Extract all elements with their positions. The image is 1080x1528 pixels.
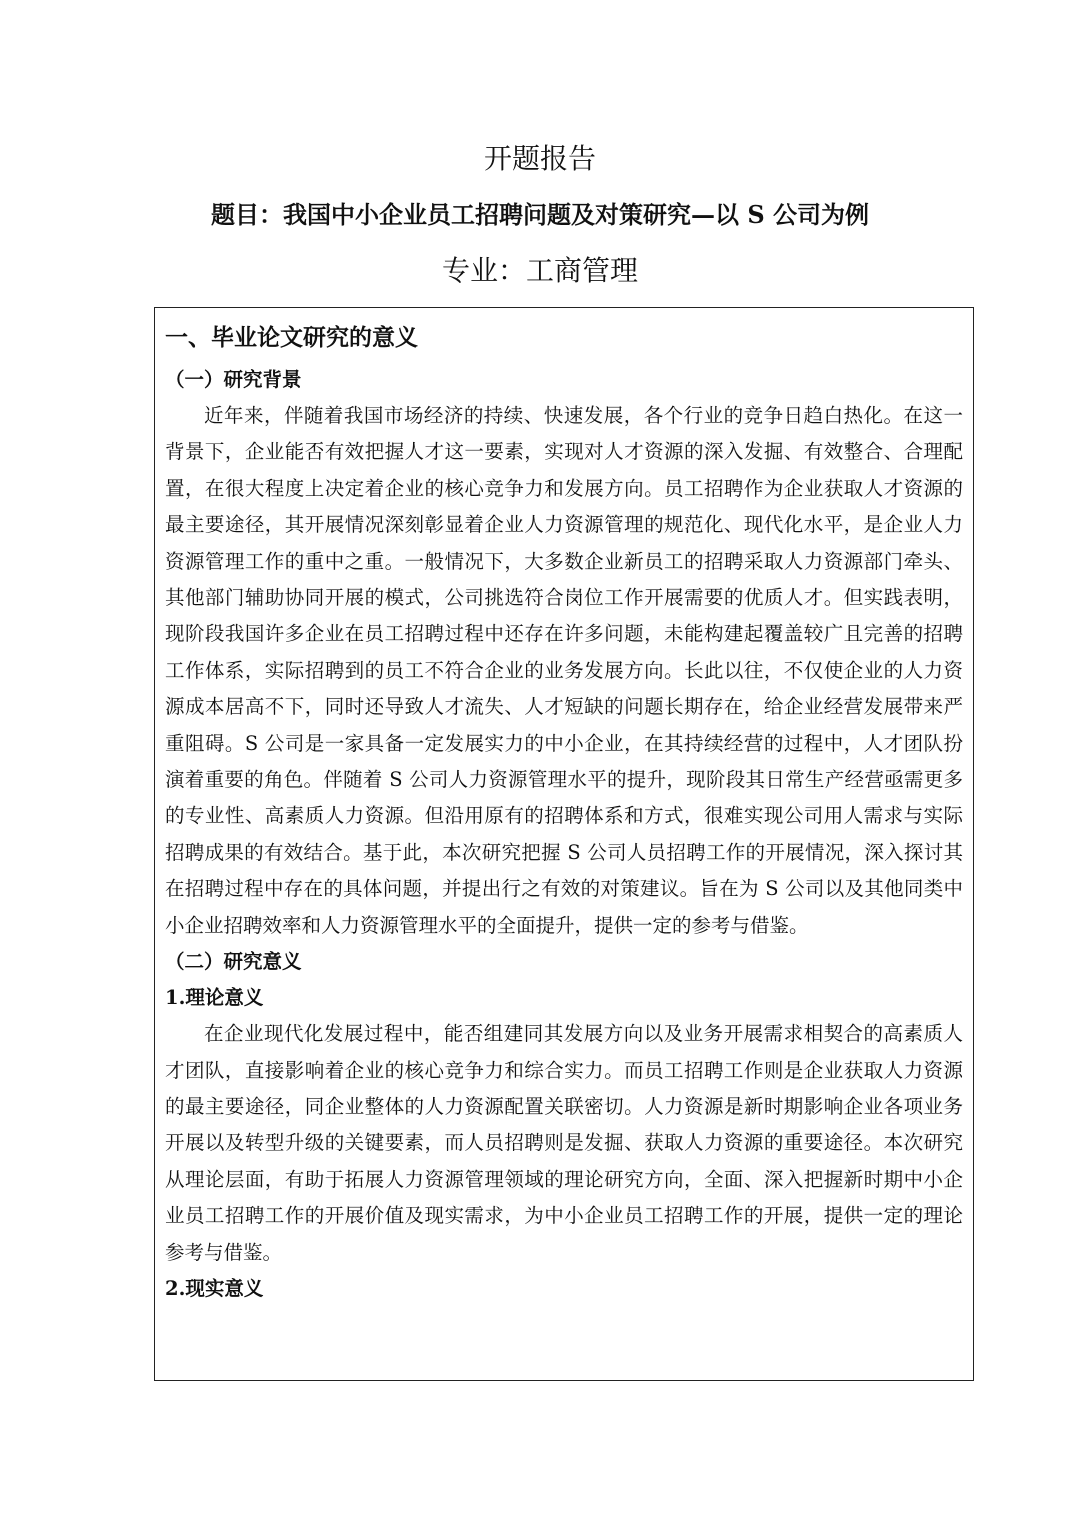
section-heading-significance: 一、毕业论文研究的意义	[165, 324, 418, 351]
heading-practical-significance: 2.现实意义	[165, 1276, 264, 1300]
document-title: 开题报告	[483, 142, 596, 175]
subsection-heading-meaning: （二）研究意义	[165, 950, 302, 974]
major-line: 专业：工商管理	[441, 254, 638, 287]
theory-paragraph: 在企业现代化发展过程中，能否组建同其发展方向以及业务开展需求相契合的高素质人才团队，直接影响着企业的核心竞争力和综合实力。而员工招聘工作则是企业获取人力资源的最主要途径，同企业整体的人力资源配置关联密切。人力资源是新时期影响企业各项业务开展以及转型升级的关键要素，而人员招聘则是发掘、获取人力资源的重要途径。本次研究从理论层面，有助于拓展人力资源管理领域的理论研究方向，全面、深入把握新时期中小企业员工招聘工作的开展价值及现实需求，为中小企业员工招聘工作的开展，提供一定的理论参考与借鉴。	[165, 1022, 963, 1264]
thesis-subject: 题目：我国中小企业员工招聘问题及对策研究—以 S 公司为例	[210, 200, 870, 229]
subsection-heading-background: （一）研究背景	[165, 368, 302, 391]
background-paragraph: 近年来，伴随着我国市场经济的持续、快速发展，各个行业的竞争日趋白热化。在这一背景下，企业能否有效把握人才这一要素，实现对人才资源的深入发掘、有效整合、合理配置，在很大程度上决定着企业的核心竞争力和发展方向。员工招聘作为企业获取人才资源的最主要途径，其开展情况深刻彰显着企业人力资源管理的规范化、现代化水平，是企业人力资源管理工作的重中之重。一般情况下，大多数企业新员工的招聘采取人力资源部门牵头、其他部门辅助协同开展的模式，公司挑选符合岗位工作开展需要的优质人才。但实践表明，现阶段我国许多企业在员工招聘过程中还存在许多问题，未能构建起覆盖较广且完善的招聘工作体系，实际招聘到的员工不符合企业的业务发展方向。长此以往，不仅使企业的人力资源成本居高不下，同时还导致人才流失、人才短缺的问题长期存在，给企业经营发展带来严重阻碍。S 公司是一家具备一定发展实力的中小企业，在其持续经营的过程中，人才团队扮演着重要的角色。伴随着 S 公司人力资源管理水平的提升，现阶段其日常生产经营亟需更多的专业性、高素质人力资源。但沿用原有的招聘体系和方式，很难实现公司用人需求与实际招聘成果的有效结合。基于此，本次研究把握 S 公司人员招聘工作的开展情况，深入探讨其在招聘过程中存在的具体问题，并提出行之有效的对策建议。旨在为 S 公司以及其他同类中小企业招聘效率和人力资源管理水平的全面提升，提供一定的参考与借鉴。	[165, 404, 963, 937]
content-box	[154, 307, 974, 1381]
heading-theoretical-significance: 1.理论意义	[165, 986, 264, 1010]
